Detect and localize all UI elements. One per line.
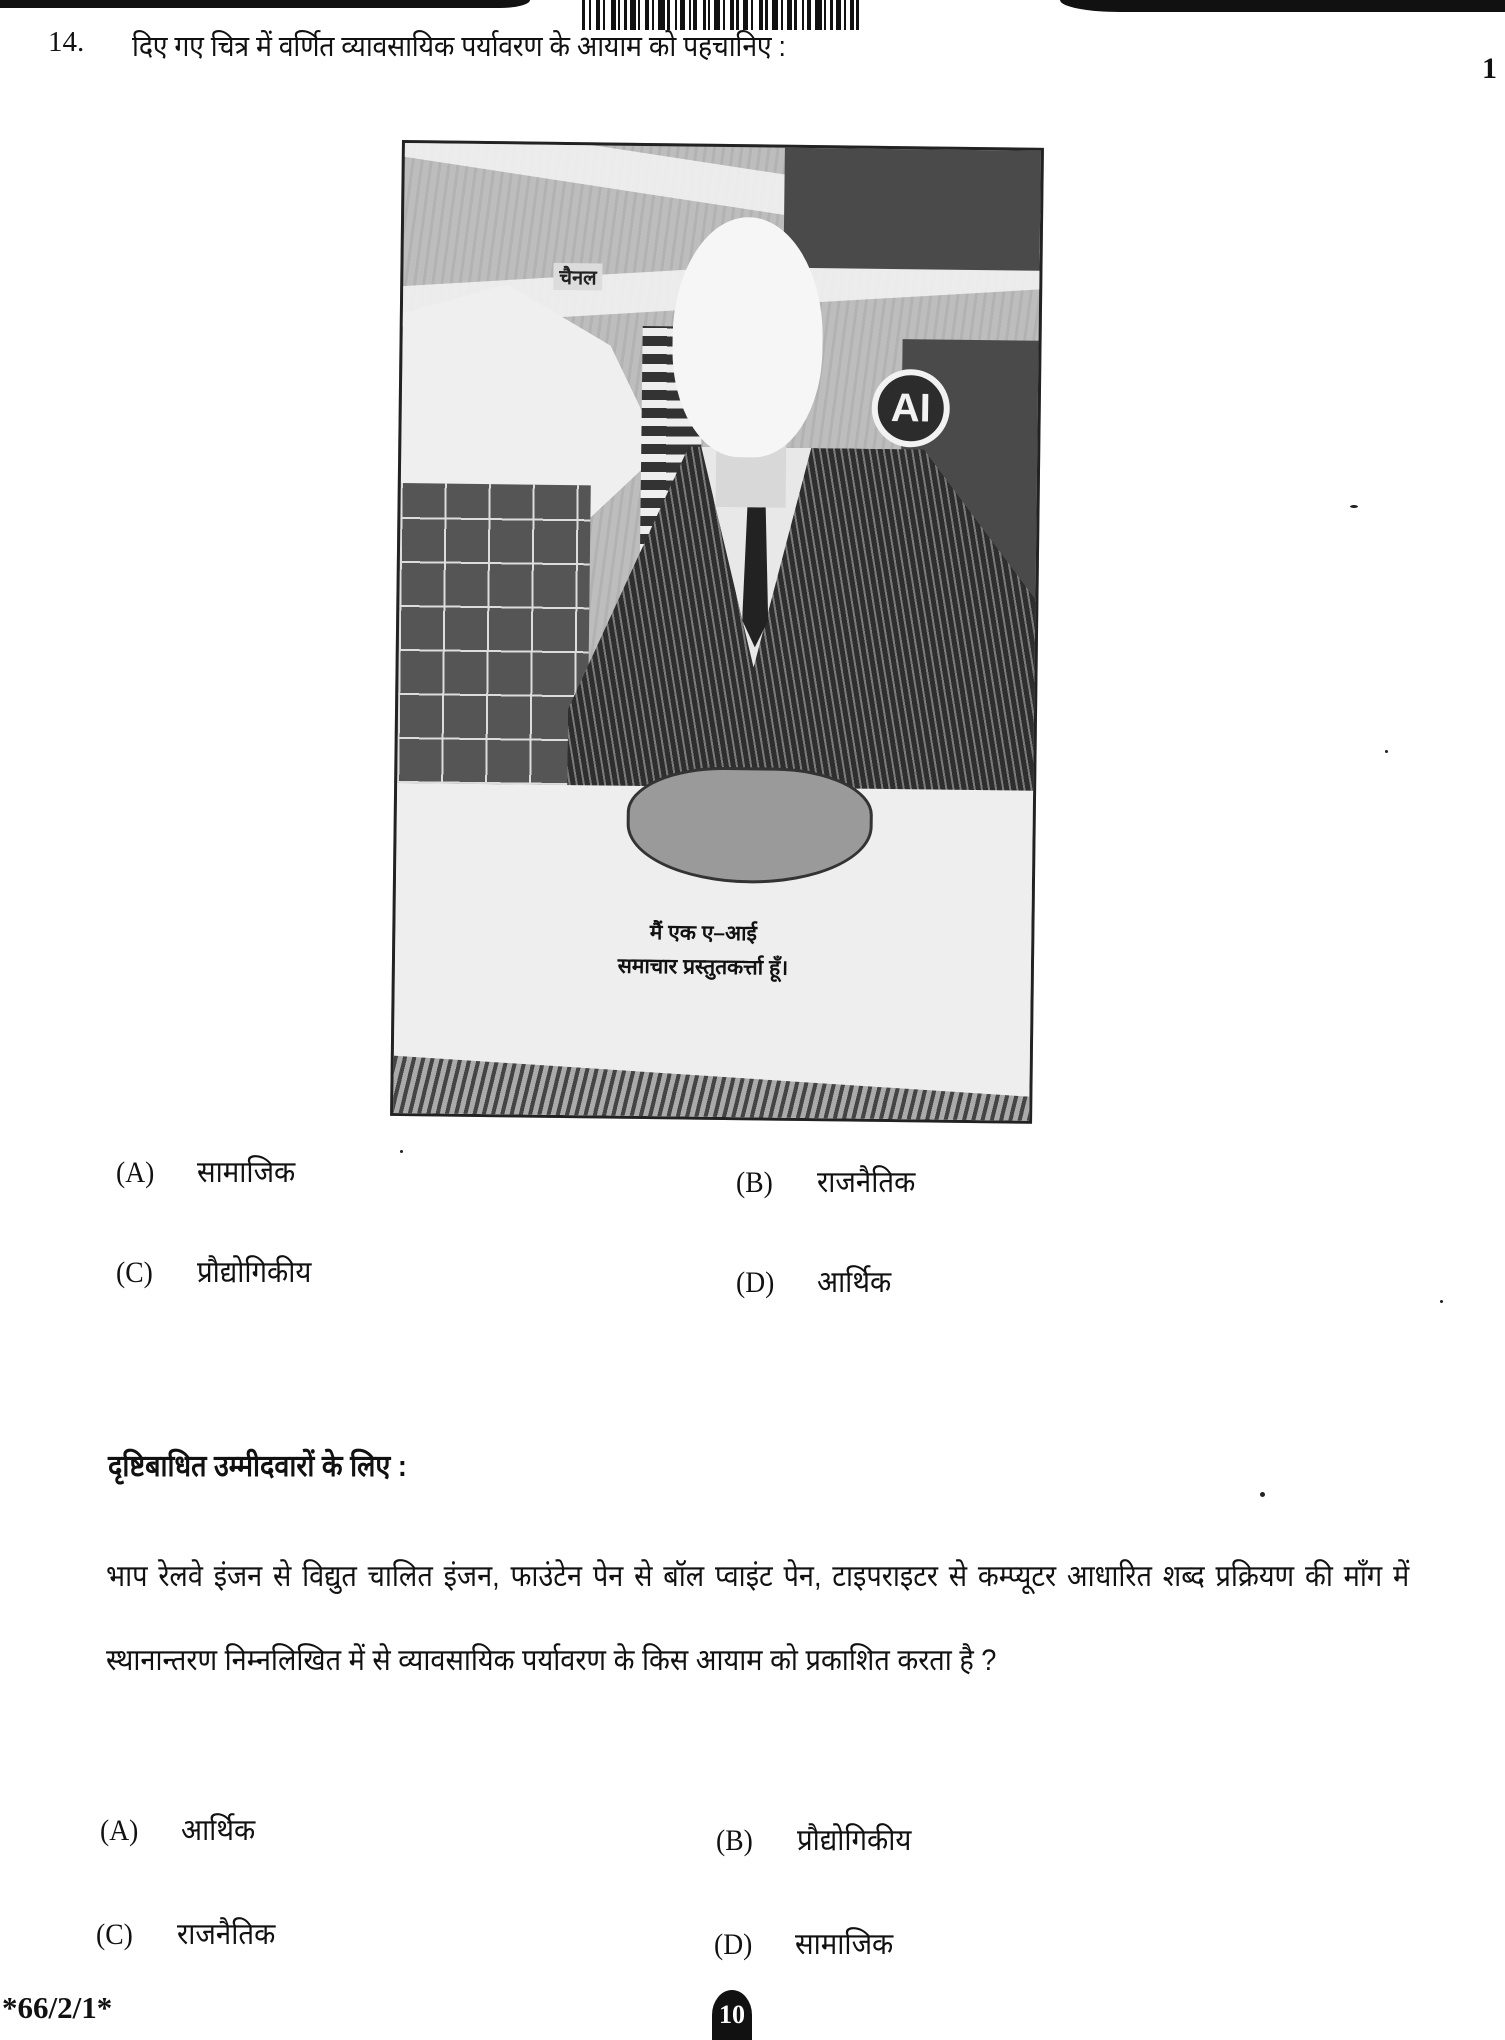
scan-speck	[400, 1150, 403, 1153]
scan-speck	[1350, 505, 1358, 508]
studio-ceiling	[783, 148, 1043, 271]
paper-code: *66/2/1*	[2, 1990, 113, 2025]
page-number: 10	[712, 1990, 752, 2040]
channel-label: चैनल	[553, 263, 603, 291]
vi-option-a: (A) आर्थिक	[100, 1814, 256, 1847]
scan-speck	[1385, 750, 1388, 753]
scan-speck	[1440, 1300, 1443, 1303]
robot-head	[671, 216, 824, 458]
vi-option-c: (C) राजनैतिक	[96, 1918, 276, 1951]
question-marks: 1	[1482, 52, 1497, 85]
option-d: (D) आर्थिक	[736, 1266, 892, 1299]
vi-option-b: (B) प्रौद्योगिकीय	[716, 1824, 912, 1857]
figure-caption	[395, 913, 1032, 989]
option-a: (A) सामाजिक	[116, 1156, 296, 1189]
scan-edge-right	[1060, 0, 1505, 12]
scan-edge-left	[0, 0, 530, 8]
option-c: (C) प्रौद्योगिकीय	[116, 1256, 312, 1289]
ai-news-anchor-illustration	[390, 140, 1044, 1124]
studio-monitor-grid	[397, 483, 591, 785]
visually-impaired-question: भाप रेलवे इंजन से विद्युत चालित इंजन, फाउंटेन पेन से बॉल प्वाइंट पेन, टाइपराइटर से कम्प्यूटर आधारित शब्द प्रक्रियण की माँग में स्थानान्तरण निम्नलिखित में से व्यावसायिक पर्यावरण के किस आयाम को प्रकाशित करता है ?	[106, 1560, 1410, 1677]
caption-line-2: समाचार प्रस्तुतकर्त्ता हूँ।	[617, 954, 789, 980]
vi-option-d: (D) सामाजिक	[714, 1928, 894, 1961]
caption-line-1: मैं एक ए–आई	[649, 921, 757, 946]
visually-impaired-heading: दृष्टिबाधित उम्मीदवारों के लिए :	[108, 1450, 407, 1483]
scan-speck	[1260, 1492, 1265, 1497]
ai-badge-icon: AI	[871, 369, 950, 448]
option-b: (B) राजनैतिक	[736, 1166, 916, 1199]
question-number: 14.	[48, 26, 85, 58]
question-text: दिए गए चित्र में वर्णित व्यावसायिक पर्यावरण के आयाम को पहचानिए :	[132, 31, 786, 63]
